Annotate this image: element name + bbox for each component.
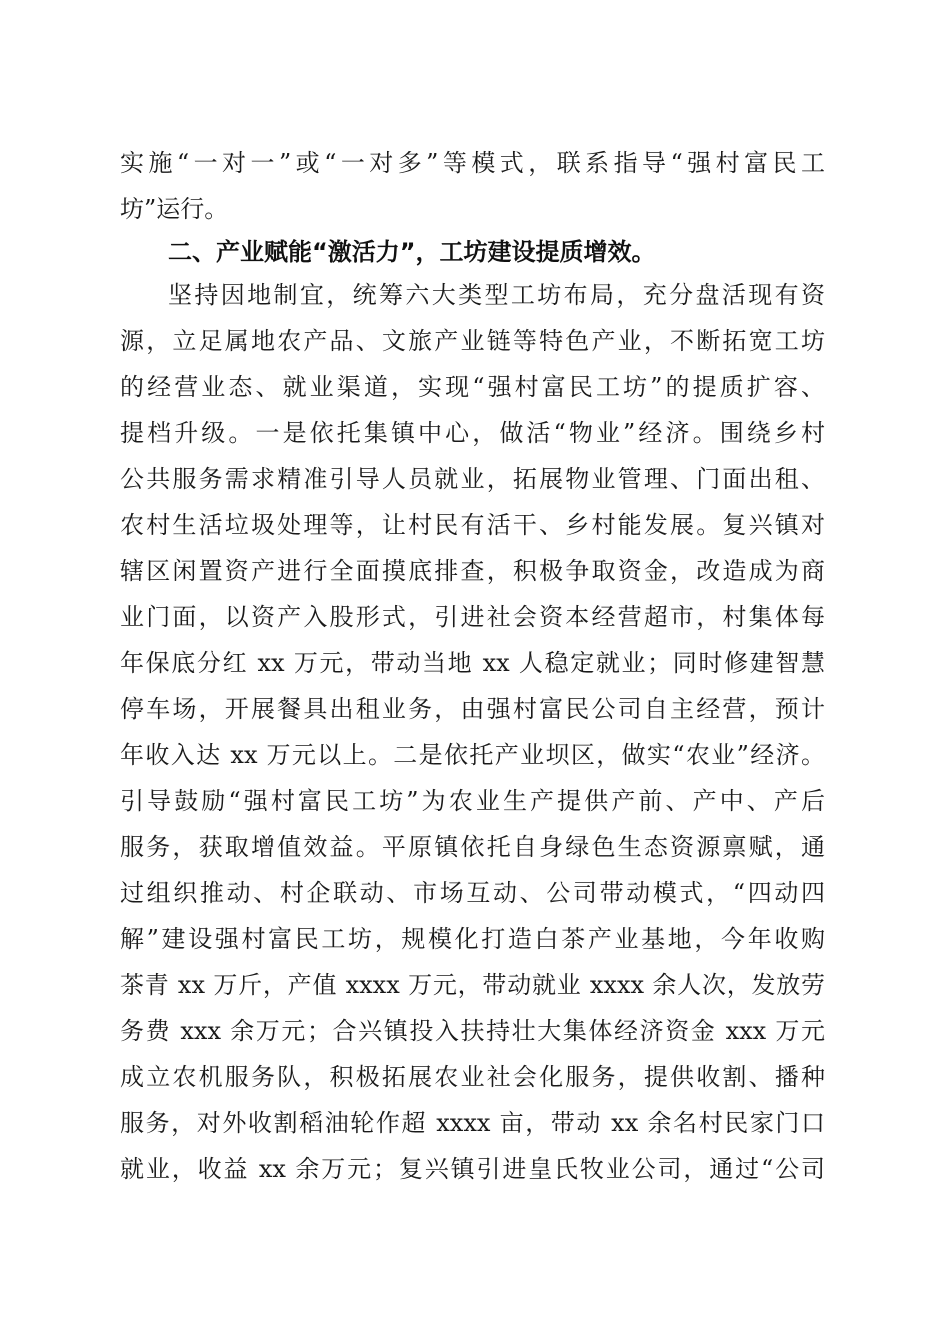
paragraph-2-line-11: 年收入达 xx 万元以上。二是依托产业坝区，做实“农业”经济。 <box>120 741 825 769</box>
paragraph-2-line-17: 务费 xxx 余万元；合兴镇投入扶持壮大集体经济资金 xxx 万元 <box>120 1017 825 1045</box>
paragraph-2-line-14: 过组织推动、村企联动、市场互动、公司带动模式，“四动四 <box>120 879 825 907</box>
paragraph-2-line-13: 服务，获取增值效益。平原镇依托自身绿色生态资源禀赋，通 <box>120 833 825 861</box>
paragraph-2-line-7: 辖区闲置资产进行全面摸底排查，积极争取资金，改造成为商 <box>120 557 825 585</box>
paragraph-2-line-5: 公共服务需求精准引导人员就业，拓展物业管理、门面出租、 <box>120 465 825 493</box>
paragraph-2-line-12: 引导鼓励“强村富民工坊”为农业生产提供产前、产中、产后 <box>120 787 825 815</box>
paragraph-2-line-2: 源，立足属地农产品、文旅产业链等特色产业，不断拓宽工坊 <box>120 327 825 355</box>
paragraph-1-line-1: 实施“一对一”或“一对多”等模式，联系指导“强村富民工 <box>120 149 825 177</box>
paragraph-2-line-16: 茶青 xx 万斤，产值 xxxx 万元，带动就业 xxxx 余人次，发放劳 <box>120 971 825 999</box>
paragraph-2-line-9: 年保底分红 xx 万元，带动当地 xx 人稳定就业；同时修建智慧 <box>120 649 825 677</box>
section-heading: 二、产业赋能“激活力”，工坊建设提质增效。 <box>168 238 656 266</box>
paragraph-2-line-10: 停车场，开展餐具出租业务，由强村富民公司自主经营，预计 <box>120 695 825 723</box>
paragraph-2-line-8: 业门面，以资产入股形式，引进社会资本经营超市，村集体每 <box>120 603 825 631</box>
paragraph-2-line-3: 的经营业态、就业渠道，实现“强村富民工坊”的提质扩容、 <box>120 373 825 401</box>
paragraph-2-line-20: 就业，收益 xx 余万元；复兴镇引进皇氏牧业公司，通过“公司 <box>120 1155 825 1183</box>
paragraph-2-line-6: 农村生活垃圾处理等，让村民有活干、乡村能发展。复兴镇对 <box>120 511 825 539</box>
paragraph-2-line-19: 服务，对外收割稻油轮作超 xxxx 亩，带动 xx 余名村民家门口 <box>120 1109 825 1137</box>
paragraph-2-line-15: 解”建设强村富民工坊，规模化打造白茶产业基地，今年收购 <box>120 925 825 953</box>
paragraph-2-line-18: 成立农机服务队，积极拓展农业社会化服务，提供收割、播种 <box>120 1063 825 1091</box>
paragraph-2-line-1: 坚持因地制宜，统筹六大类型工坊布局，充分盘活现有资 <box>168 281 825 309</box>
paragraph-2-line-4: 提档升级。一是依托集镇中心，做活“物业”经济。围绕乡村 <box>120 419 825 447</box>
paragraph-1-line-2: 坊”运行。 <box>120 195 229 223</box>
